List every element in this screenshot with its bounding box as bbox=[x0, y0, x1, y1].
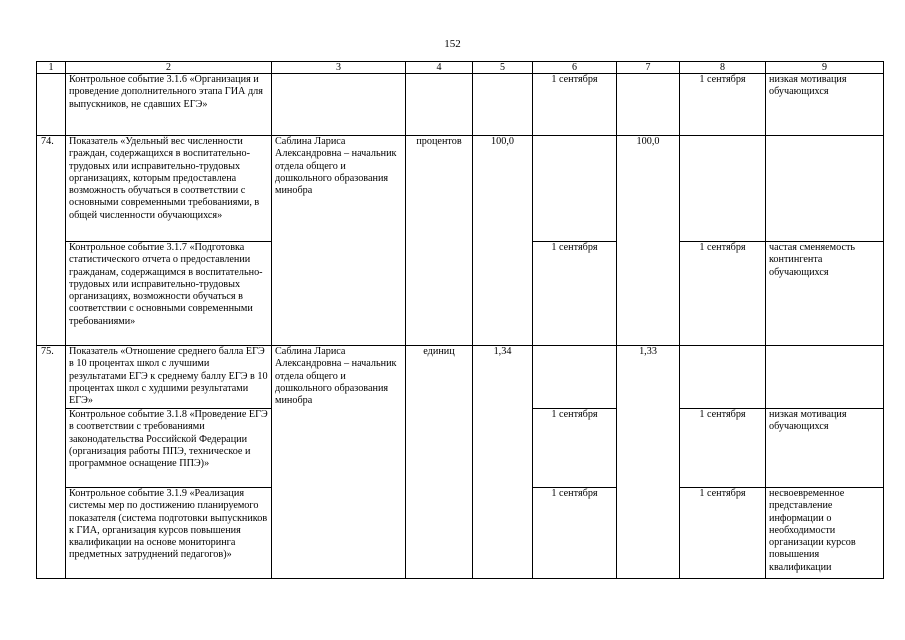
header-row bbox=[37, 62, 884, 74]
column-header: 8 bbox=[680, 62, 766, 74]
event-description: Контрольное событие 3.1.6 «Организация и проведение дополнительного этапа ГИА для выпускников, не сдавших ЕГЭ» bbox=[66, 74, 272, 136]
column-header: 6 bbox=[533, 62, 617, 74]
row-number-cell bbox=[37, 74, 66, 136]
table-row bbox=[37, 346, 884, 409]
date-cell: 1 сентября bbox=[533, 74, 617, 136]
column-header: 5 bbox=[473, 62, 533, 74]
date-cell: 1 сентября bbox=[680, 409, 766, 488]
column-header: 4 bbox=[406, 62, 473, 74]
column-header: 1 bbox=[37, 62, 66, 74]
risk-cell: низкая мотивация обучающихся bbox=[766, 74, 884, 136]
indicator-description: Показатель «Удельный вес численности граждан, содержащихся в воспитательно-трудовых или исправительно-трудовых организациях, которым предоставлена возможность обучаться в соответствии с основными современными требованиями, в общей численности обучающихся» bbox=[66, 136, 272, 242]
date-cell: 1 сентября bbox=[533, 488, 617, 579]
base-value: 100,0 bbox=[473, 136, 533, 346]
target-value: 100,0 bbox=[617, 136, 680, 346]
unit-of-measure: процентов bbox=[406, 136, 473, 346]
unit-of-measure: единиц bbox=[406, 346, 473, 579]
value-cell bbox=[473, 74, 533, 136]
event-description: Контрольное событие 3.1.8 «Проведение ЕГЭ в соответствии с требованиями законодательства Российской Федерации (организация работы ППЭ, техническое и программное оснащение ППЭ)» bbox=[66, 409, 272, 488]
value-cell bbox=[617, 74, 680, 136]
column-header: 9 bbox=[766, 62, 884, 74]
column-header: 3 bbox=[272, 62, 406, 74]
unit-cell bbox=[406, 74, 473, 136]
target-value: 1,33 bbox=[617, 346, 680, 579]
date-cell bbox=[680, 346, 766, 409]
row-number: 75. bbox=[37, 346, 66, 579]
responsible-cell bbox=[272, 74, 406, 136]
event-description: Контрольное событие 3.1.9 «Реализация системы мер по достижению планируемого показателя (система подготовки выпускников к ГИА, организация курсов повышения квалификации на основе мониторинга предметных затруднений педагогов)» bbox=[66, 488, 272, 579]
table-row bbox=[37, 74, 884, 136]
date-cell: 1 сентября bbox=[533, 242, 617, 346]
page-number: 152 bbox=[444, 38, 461, 50]
column-header: 7 bbox=[617, 62, 680, 74]
indicator-description: Показатель «Отношение среднего балла ЕГЭ в 10 процентах школ с лучшими результатами ЕГЭ к среднему баллу ЕГЭ в 10 процентах школ с худшими результатами ЕГЭ» bbox=[66, 346, 272, 409]
date-cell: 1 сентября bbox=[533, 409, 617, 488]
date-cell bbox=[533, 346, 617, 409]
event-description: Контрольное событие 3.1.7 «Подготовка статистического отчета о предоставлении гражданам, содержащимся в воспитательно-трудовых или исправительно-трудовых организациях, возможности обучаться в соответствии с основными современными требованиями» bbox=[66, 242, 272, 346]
responsible-person: Саблина Лариса Александровна – начальник отдела общего и дошкольного образования минобра bbox=[272, 346, 406, 579]
risk-cell: частая сменяемость контингента обучающихся bbox=[766, 242, 884, 346]
date-cell: 1 сентября bbox=[680, 242, 766, 346]
date-cell bbox=[533, 136, 617, 242]
row-number: 74. bbox=[37, 136, 66, 346]
risk-cell bbox=[766, 136, 884, 242]
responsible-person: Саблина Лариса Александровна – начальник отдела общего и дошкольного образования минобра bbox=[272, 136, 406, 346]
column-header: 2 bbox=[66, 62, 272, 74]
table-row bbox=[37, 136, 884, 242]
date-cell: 1 сентября bbox=[680, 488, 766, 579]
risk-cell bbox=[766, 346, 884, 409]
plan-table bbox=[36, 61, 884, 579]
risk-cell: несвоевременное представление информации о необходимости организации курсов повышения квалификации bbox=[766, 488, 884, 579]
risk-cell: низкая мотивация обучающихся bbox=[766, 409, 884, 488]
date-cell bbox=[680, 136, 766, 242]
base-value: 1,34 bbox=[473, 346, 533, 579]
date-cell: 1 сентября bbox=[680, 74, 766, 136]
